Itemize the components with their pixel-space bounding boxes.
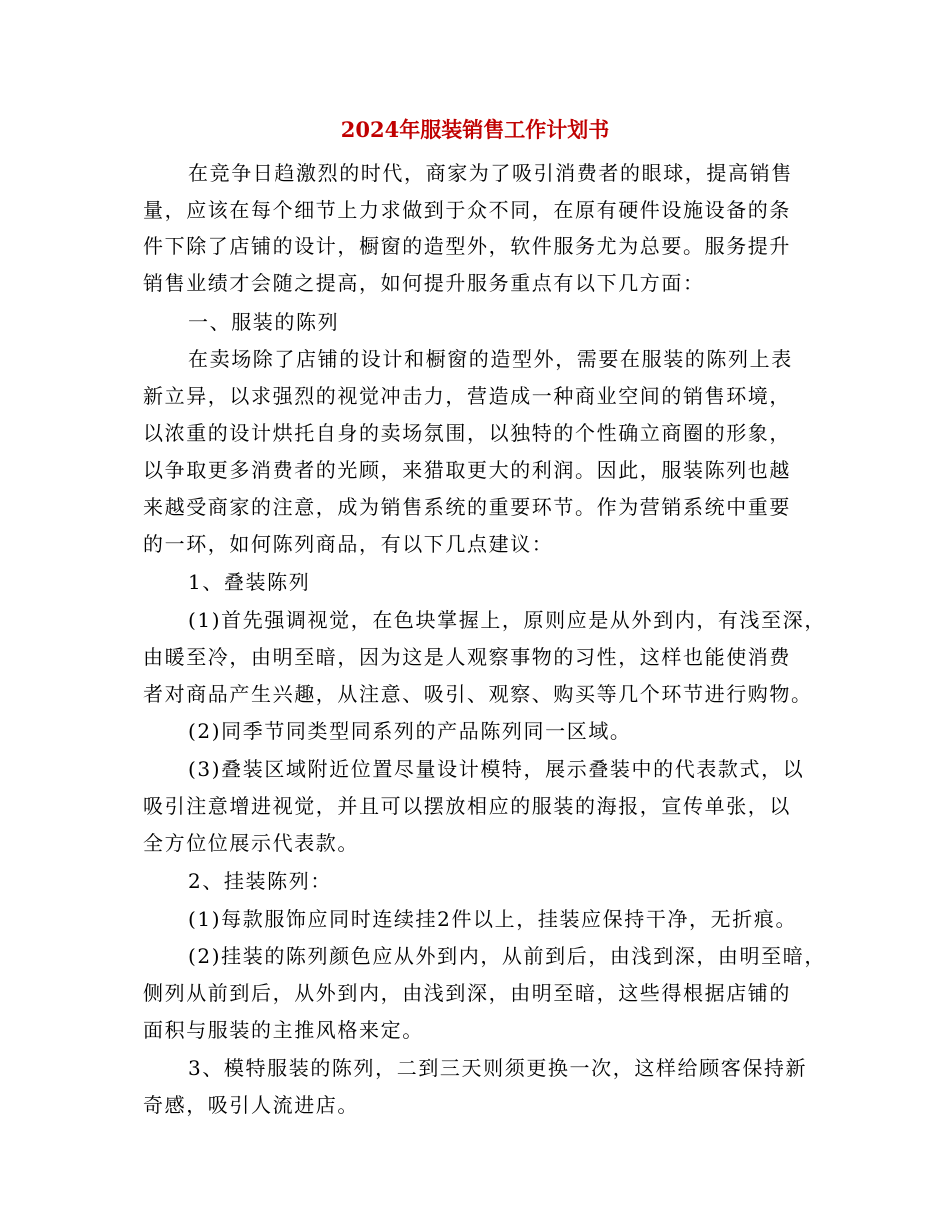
section-heading: 一、服装的陈列 bbox=[188, 310, 340, 334]
paragraph-line: (2)同季节同类型同系列的产品陈列同一区域。 bbox=[188, 719, 632, 743]
subsection-heading: 2、挂装陈列： bbox=[188, 869, 332, 893]
paragraph-line: 的一环，如何陈列商品，有以下几点建议： bbox=[143, 532, 554, 556]
paragraph-line: (2)挂装的陈列颜色应从外到内，从前到后，由浅到深，由明至暗， bbox=[188, 944, 826, 968]
paragraph-line: 新立异，以求强烈的视觉冲击力，营造成一种商业空间的销售环境， bbox=[143, 384, 791, 408]
paragraph-line: 3、模特服装的陈列，二到三天则须更换一次，这样给顾客保持新 bbox=[188, 1056, 808, 1080]
paragraph-line: 在竞争日趋激烈的时代，商家为了吸引消费者的眼球，提高销售 bbox=[188, 161, 793, 185]
paragraph-line: 在卖场除了店铺的设计和橱窗的造型外，需要在服装的陈列上表 bbox=[188, 347, 793, 371]
paragraph-line: 奇感，吸引人流进店。 bbox=[143, 1093, 359, 1117]
paragraph-line: (1)首先强调视觉，在色块掌握上，原则应是从外到内，有浅至深， bbox=[188, 608, 826, 632]
paragraph-line: 销售业绩才会随之提高，如何提升服务重点有以下几方面： bbox=[143, 271, 705, 295]
paragraph-line: 来越受商家的注意，成为销售系统的重要环节。作为营销系统中重要 bbox=[143, 495, 791, 519]
document-title: 2024年服装销售工作计划书 bbox=[340, 117, 610, 142]
paragraph-line: 吸引注意增进视觉，并且可以摆放相应的服装的海报，宣传单张，以 bbox=[143, 794, 791, 818]
paragraph-line: (3)叠装区域附近位置尽量设计模特，展示叠装中的代表款式，以 bbox=[188, 757, 805, 781]
paragraph-line: 者对商品产生兴趣，从注意、吸引、观察、购买等几个环节进行购物。 bbox=[143, 682, 813, 706]
subsection-heading: 1、叠装陈列 bbox=[188, 570, 311, 594]
paragraph-line: (1)每款服饰应同时连续挂2件以上，挂装应保持干净，无折痕。 bbox=[188, 907, 798, 931]
paragraph-line: 以浓重的设计烘托自身的卖场氛围，以独特的个性确立商圈的形象， bbox=[143, 421, 791, 445]
paragraph-line: 件下除了店铺的设计，橱窗的造型外，软件服务尤为总要。服务提升 bbox=[143, 234, 791, 258]
paragraph-line: 量，应该在每个细节上力求做到于众不同，在原有硬件设施设备的条 bbox=[143, 198, 791, 222]
paragraph-line: 侧列从前到后，从外到内，由浅到深，由明至暗，这些得根据店铺的 bbox=[143, 981, 791, 1005]
paragraph-line: 以争取更多消费者的光顾，来猎取更大的利润。因此，服装陈列也越 bbox=[143, 458, 791, 482]
paragraph-line: 由暖至冷，由明至暗，因为这是人观察事物的习性，这样也能使消费 bbox=[143, 645, 791, 669]
paragraph-line: 面积与服装的主推风格来定。 bbox=[143, 1018, 424, 1042]
paragraph-line: 全方位位展示代表款。 bbox=[143, 831, 359, 855]
